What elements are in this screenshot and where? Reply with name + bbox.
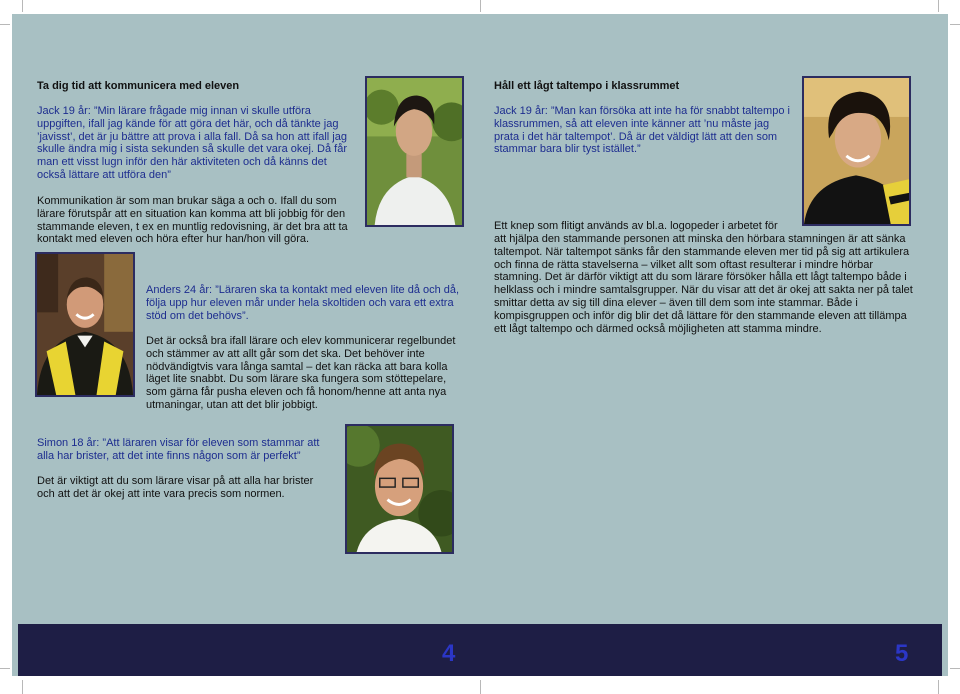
crop-mark [22,680,23,694]
crop-mark [950,668,960,669]
crop-mark [938,0,939,12]
photo-anders [35,252,135,397]
crop-mark [950,24,960,25]
page-number-right: 5 [895,640,909,667]
simon-text: Det är viktigt att du som lärare visar på att alla har brister och att det är okej att inte vara precis som normen. [37,475,314,500]
left-heading: Ta dig tid att kommunicera med eleven [37,80,240,92]
crop-mark [938,680,939,694]
photo-simon [345,424,454,554]
photo-jack-left [365,76,464,227]
anders-quote: Anders 24 år: ”Läraren ska ta kontakt med eleven lite då och då, följa upp hur eleven mår under hela skoltiden och vara ett extra stöd om det behövs”. [146,284,460,322]
jack-quote-right: Jack 19 år: ”Man kan försöka att inte ha för snabbt taltempo i klassrummen, så att eleven inte känner att ’nu måste jag prata i det här taltempot’. Då är det väldigt lätt att den som stammar bara blir tyst istället.” [494,105,790,156]
regular-contact-text: Det är också bra ifall lärare och elev kommunicerar regelbundet och stämmer av att allt går som det ska. Det behöver inte nödvändigtvis vara långa samtal – det kan räcka att bara kolla läget lite snabbt. Du som lärare ska fungera som stöttepelare, som gärna får pusha eleven och få honom/henne att anta nya utmaningar, utan att det blir jobbigt. [146,335,456,411]
crop-mark [22,0,23,12]
jack-quote-left: Jack 19 år: ”Min lärare frågade mig innan vi skulle utföra uppgiften, ifall jag kände för att göra det här, och då tänkte jag ’javisst’, det är ju bättre att prova i alla fall. Då sa hon att ifall jag skulle ändra mig i sista sekunden så skulle det vara okej. Då får man ett visst lugn inför den här aktiviteten och då känns det också lättare att utföra den” [37,105,347,181]
crop-mark [0,24,10,25]
right-heading: Håll ett lågt taltempo i klassrummet [494,80,680,92]
tempo-text-first-line: Ett knep som flitigt används av bl.a. logopeder i arbetet för [494,220,778,232]
photo-jack-right [802,76,911,226]
simon-quote: Simon 18 år: ”Att läraren visar för eleven som stammar att alla har brister, att det inte finns någon som är perfekt” [37,437,320,462]
crop-mark [0,668,10,669]
communication-text: Kommunikation är som man brukar säga a och o. Ifall du som lärare förutspår att en situation kan komma att bli jobbig för den stammande eleven, t ex en muntlig redovisning, är det bra att ta kontakt med eleven och höra efter hur han/hon vill göra. [37,195,348,246]
crop-mark [480,680,481,694]
tempo-text: att hjälpa den stammande personen att minska den hörbara stamningen är att sänka taltempot. När taltempot sänks får den stammande eleven mer tid på sig att artikulera och finna de rätta stavelserna – vilket allt som oftast resulterar i mindre hörbar stamning. Det är därför viktigt att du som lärare försöker hålla ett lågt taltempo både i helklass och i mindre samtalsgrupper. När du visar att det är okej att sakta ner på talet smittar detta av sig till dina elever – även till dem som inte stammar. Både i kompisgruppen och inför dig blir det då lättare för den stammande eleven att tillämpa ett lågt taltempo och därmed också möjligheten att stamma mindre. [494,233,913,335]
crop-mark [480,0,481,12]
footer-band [18,624,942,676]
page-number-left: 4 [442,640,456,667]
